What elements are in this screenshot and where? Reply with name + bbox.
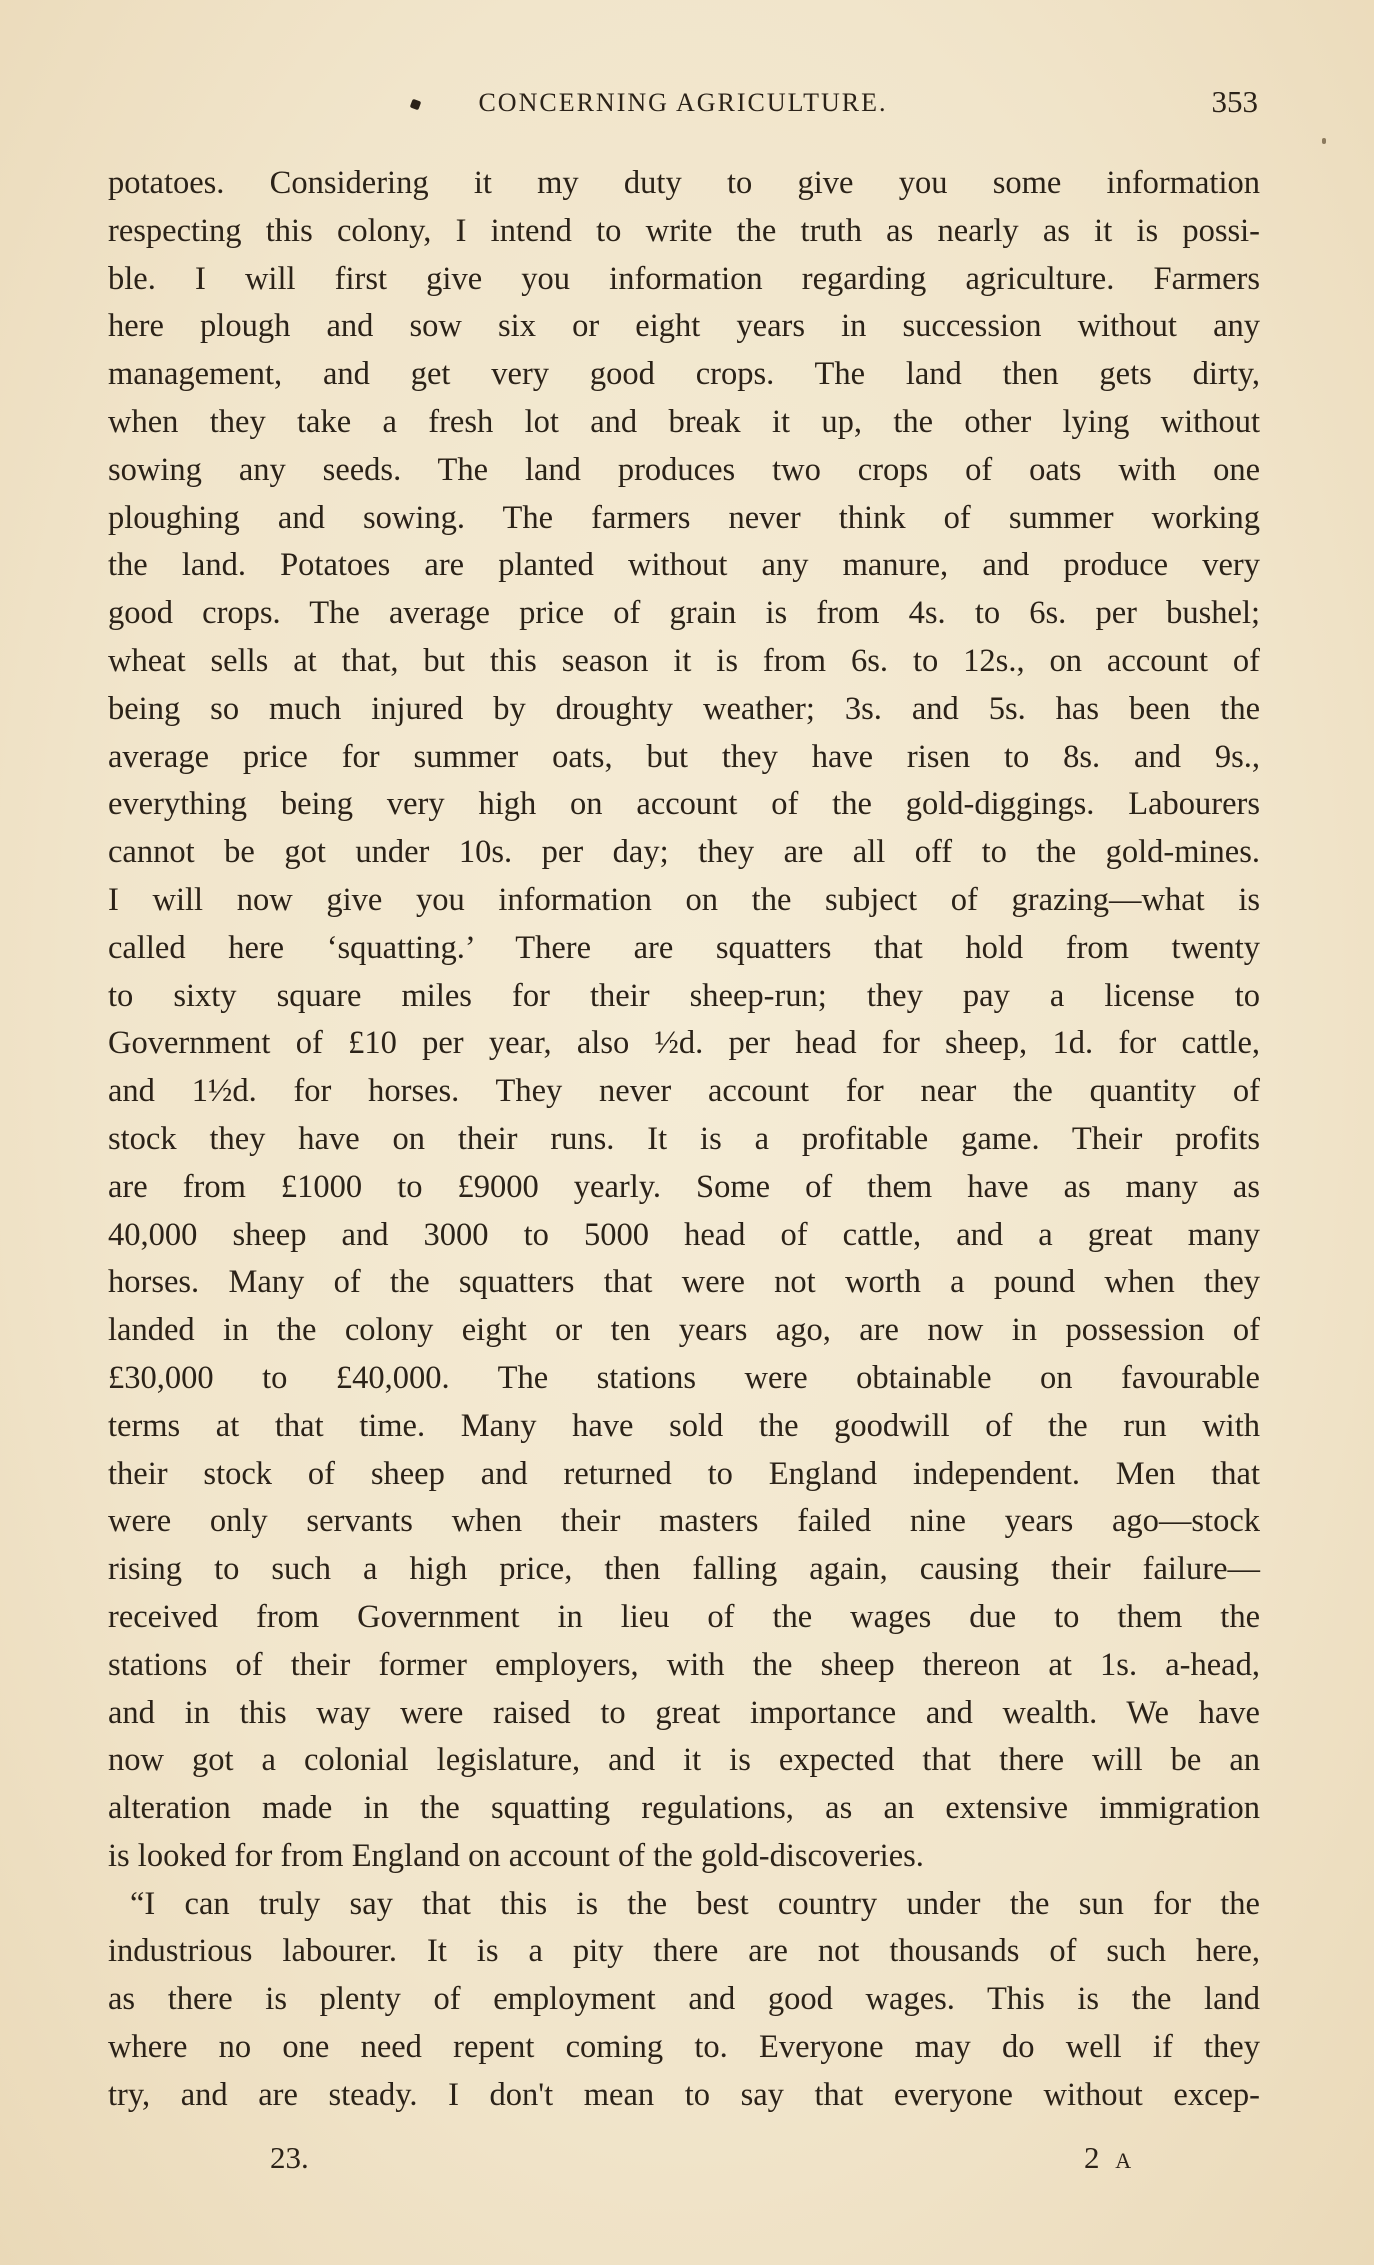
text-line: wheat sells at that, but this season it is from 6s. to 12s., on account of bbox=[108, 642, 1260, 679]
text-line: average price for summer oats, but they have risen to 8s. and 9s., bbox=[108, 738, 1260, 775]
text-line: I will now give you information on the subject of grazing—what is bbox=[108, 881, 1260, 918]
text-line: stations of their former employers, with the sheep thereon at 1s. a-head, bbox=[108, 1646, 1260, 1683]
text-line: where no one need repent coming to. Everyone may do well if they bbox=[108, 2029, 1260, 2066]
paper-speck bbox=[1322, 138, 1326, 144]
text-line: their stock of sheep and returned to England independent. Men that bbox=[108, 1455, 1260, 1492]
text-line: called here ‘squatting.’ There are squatters that hold from twenty bbox=[108, 929, 1260, 966]
text-line: alteration made in the squatting regulations, as an extensive immigration bbox=[108, 1790, 1260, 1827]
text-line: “I can truly say that this is the best country under the sun for the bbox=[130, 1885, 1260, 1922]
page-number: 353 bbox=[1211, 84, 1258, 119]
text-line: as there is plenty of employment and good wages. This is the land bbox=[108, 1981, 1260, 2018]
text-line: Government of £10 per year, also ½d. per head for sheep, 1d. for cattle, bbox=[108, 1025, 1260, 1062]
text-line: is looked for from England on account of the gold-discoveries. bbox=[108, 1837, 924, 1874]
text-line: stock they have on their runs. It is a profitable game. Their profits bbox=[108, 1120, 1260, 1157]
text-line: and in this way were raised to great importance and wealth. We have bbox=[108, 1694, 1260, 1731]
page-header bbox=[108, 86, 1258, 126]
body-text bbox=[108, 160, 1260, 2120]
text-line: are from £1000 to £9000 yearly. Some of them have as many as bbox=[108, 1168, 1260, 1205]
text-line: terms at that time. Many have sold the goodwill of the run with bbox=[108, 1407, 1260, 1444]
text-line: being so much injured by droughty weather; 3s. and 5s. has been the bbox=[108, 690, 1260, 727]
text-line: here plough and sow six or eight years in succession without any bbox=[108, 308, 1260, 345]
text-line: try, and are steady. I don't mean to say that everyone without excep- bbox=[108, 2076, 1260, 2113]
text-line: ploughing and sowing. The farmers never think of summer working bbox=[108, 499, 1260, 536]
text-line: received from Government in lieu of the wages due to them the bbox=[108, 1598, 1260, 1635]
text-line: the land. Potatoes are planted without any manure, and produce very bbox=[108, 547, 1260, 584]
text-line: rising to such a high price, then falling again, causing their failure— bbox=[108, 1551, 1260, 1588]
sheet-numeral: 2 bbox=[1084, 2140, 1104, 2175]
text-line: landed in the colony eight or ten years ago, are now in possession of bbox=[108, 1312, 1260, 1349]
page-footer bbox=[108, 2140, 1260, 2184]
text-line: respecting this colony, I intend to write the truth as nearly as it is possi- bbox=[108, 212, 1260, 249]
text-line: horses. Many of the squatters that were not worth a pound when they bbox=[108, 1264, 1260, 1301]
text-line: 40,000 sheep and 3000 to 5000 head of cattle, and a great many bbox=[108, 1216, 1260, 1253]
sheet-letter: A bbox=[1115, 2148, 1133, 2173]
running-head: CONCERNING AGRICULTURE. bbox=[478, 88, 888, 117]
text-line: and 1½d. for horses. They never account for near the quantity of bbox=[108, 1073, 1260, 1110]
text-line: ble. I will first give you information regarding agriculture. Farmers bbox=[108, 260, 1260, 297]
text-line: cannot be got under 10s. per day; they are all off to the gold-mines. bbox=[108, 834, 1260, 871]
text-line: industrious labourer. It is a pity there are not thousands of such here, bbox=[108, 1933, 1260, 1970]
text-line: good crops. The average price of grain is from 4s. to 6s. per bushel; bbox=[108, 595, 1260, 632]
text-line: when they take a fresh lot and break it up, the other lying without bbox=[108, 403, 1260, 440]
text-line: management, and get very good crops. The land then gets dirty, bbox=[108, 356, 1260, 393]
sheet-mark bbox=[1084, 2140, 1132, 2176]
text-line: everything being very high on account of the gold-diggings. Labourers bbox=[108, 786, 1260, 823]
text-line: were only servants when their masters failed nine years ago—stock bbox=[108, 1503, 1260, 1540]
text-line: £30,000 to £40,000. The stations were obtainable on favourable bbox=[108, 1359, 1260, 1396]
text-line: potatoes. Considering it my duty to give you some information bbox=[108, 165, 1260, 201]
text-line: to sixty square miles for their sheep-run; they pay a license to bbox=[108, 977, 1260, 1014]
signature-number: 23. bbox=[270, 2140, 309, 2175]
text-line: now got a colonial legislature, and it is expected that there will be an bbox=[108, 1742, 1260, 1779]
text-line: sowing any seeds. The land produces two crops of oats with one bbox=[108, 451, 1260, 488]
